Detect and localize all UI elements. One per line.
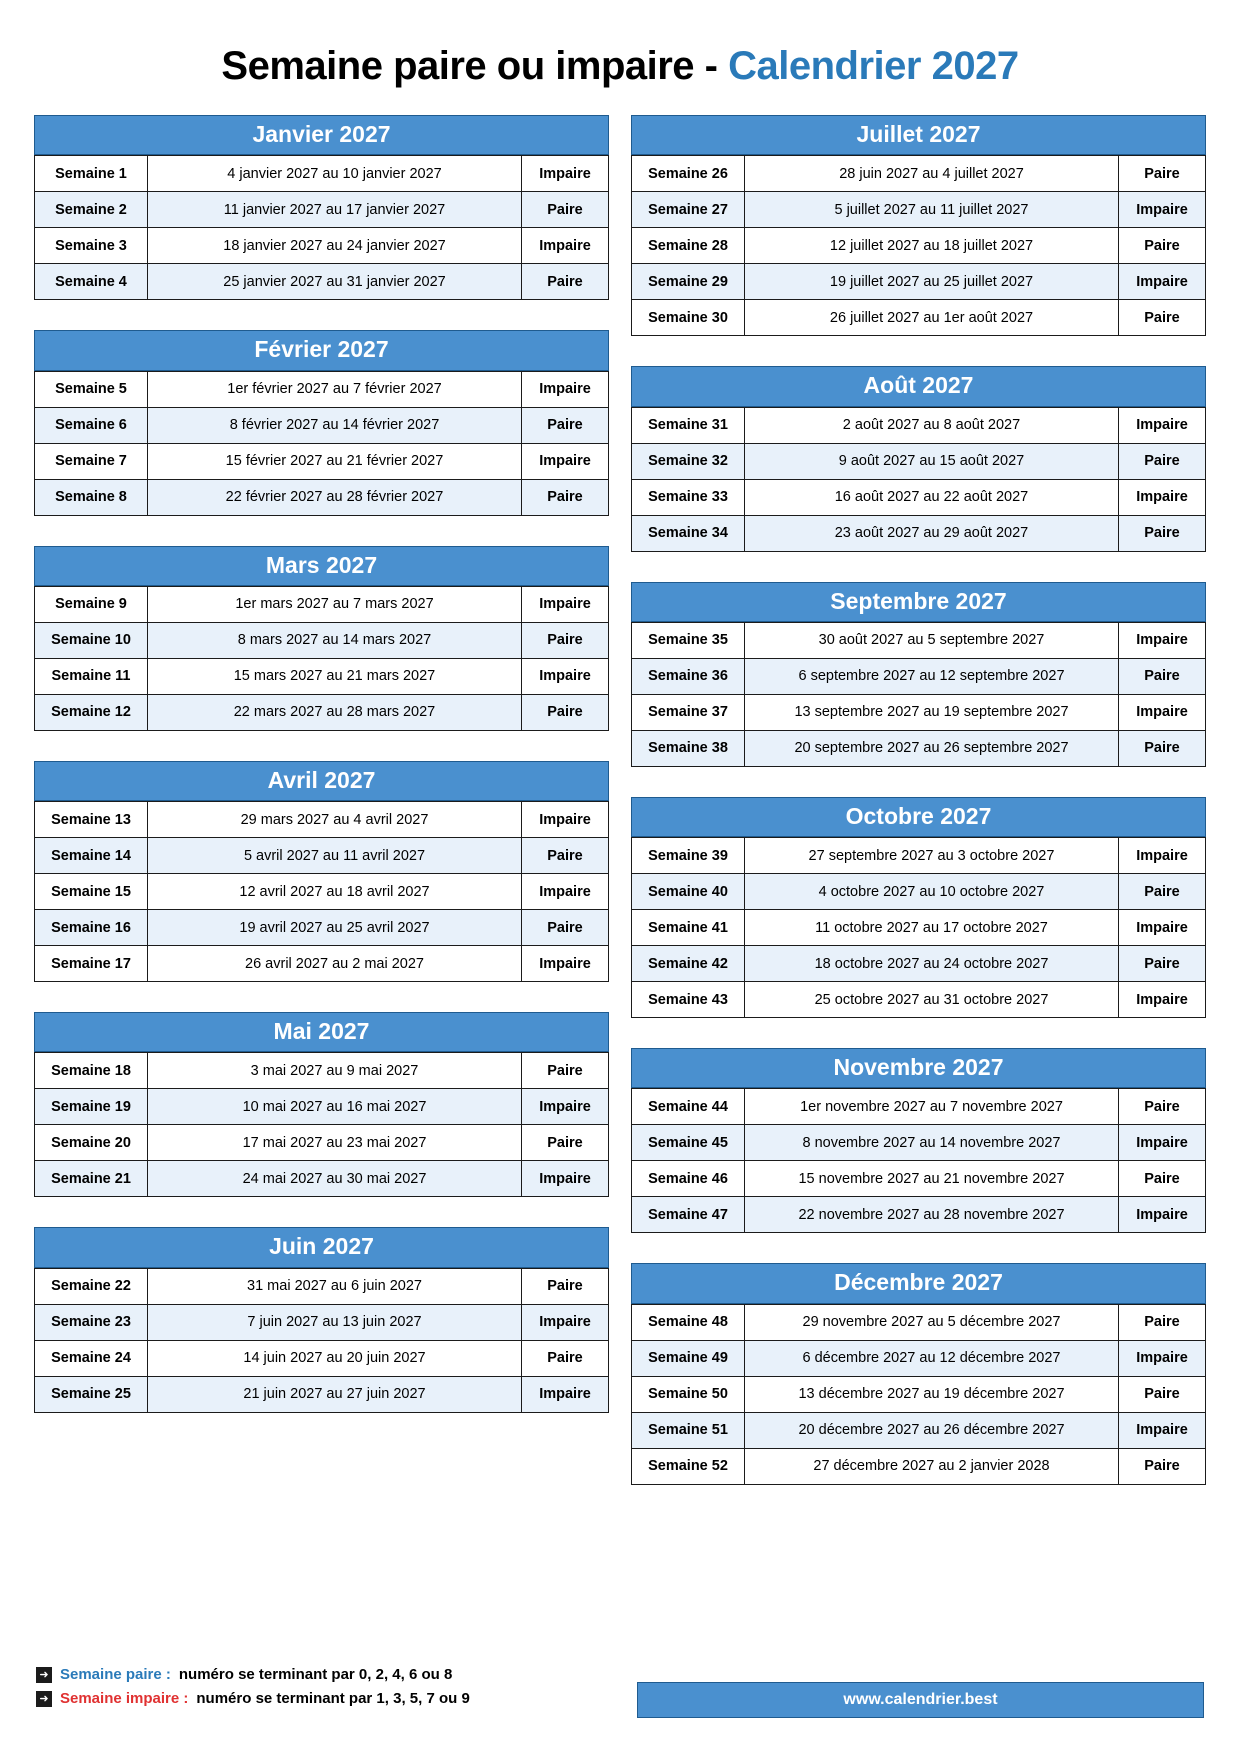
week-range-cell: 4 janvier 2027 au 10 janvier 2027 xyxy=(148,156,522,192)
legend-paire-text: numéro se terminant par 0, 2, 4, 6 ou 8 xyxy=(178,1666,453,1683)
table-row xyxy=(632,730,1206,766)
month-header: Décembre 2027 xyxy=(631,1263,1206,1303)
week-parity-cell: Impaire xyxy=(1119,192,1206,228)
table-row xyxy=(35,802,609,838)
page-title-accent: Calendrier 2027 xyxy=(728,44,1019,88)
month-header: Juillet 2027 xyxy=(631,115,1206,155)
week-parity-cell: Impaire xyxy=(1119,1125,1206,1161)
week-range-cell: 3 mai 2027 au 9 mai 2027 xyxy=(148,1053,522,1089)
week-parity-cell: Paire xyxy=(1119,658,1206,694)
table-row xyxy=(632,1161,1206,1197)
week-number-cell: Semaine 52 xyxy=(632,1448,745,1484)
week-range-cell: 14 juin 2027 au 20 juin 2027 xyxy=(148,1340,522,1376)
months-columns xyxy=(34,115,1206,1515)
week-parity-cell: Paire xyxy=(1119,730,1206,766)
month-header: Mars 2027 xyxy=(34,546,609,586)
table-row xyxy=(35,443,609,479)
week-parity-cell: Paire xyxy=(522,479,609,515)
week-range-cell: 18 octobre 2027 au 24 octobre 2027 xyxy=(745,946,1119,982)
week-range-cell: 16 août 2027 au 22 août 2027 xyxy=(745,479,1119,515)
table-row xyxy=(35,1268,609,1304)
table-row xyxy=(35,192,609,228)
week-number-cell: Semaine 1 xyxy=(35,156,148,192)
week-range-cell: 20 septembre 2027 au 26 septembre 2027 xyxy=(745,730,1119,766)
week-range-cell: 27 septembre 2027 au 3 octobre 2027 xyxy=(745,838,1119,874)
table-row xyxy=(632,264,1206,300)
month-header: Février 2027 xyxy=(34,330,609,370)
week-parity-cell: Paire xyxy=(522,694,609,730)
week-range-cell: 22 mars 2027 au 28 mars 2027 xyxy=(148,694,522,730)
week-number-cell: Semaine 44 xyxy=(632,1089,745,1125)
table-row xyxy=(632,874,1206,910)
week-range-cell: 1er mars 2027 au 7 mars 2027 xyxy=(148,586,522,622)
table-row xyxy=(35,1053,609,1089)
table-row xyxy=(35,1161,609,1197)
table-row xyxy=(35,910,609,946)
week-parity-cell: Paire xyxy=(1119,1448,1206,1484)
table-row xyxy=(35,1304,609,1340)
week-parity-cell: Impaire xyxy=(522,874,609,910)
month-block xyxy=(631,115,1206,336)
month-block xyxy=(631,582,1206,767)
month-header: Novembre 2027 xyxy=(631,1048,1206,1088)
table-row xyxy=(632,658,1206,694)
week-parity-cell: Paire xyxy=(1119,1376,1206,1412)
weeks-table xyxy=(34,1268,609,1413)
weeks-table xyxy=(631,155,1206,336)
week-range-cell: 25 janvier 2027 au 31 janvier 2027 xyxy=(148,264,522,300)
table-row xyxy=(632,622,1206,658)
arrow-right-icon: ➜ xyxy=(36,1691,52,1707)
week-range-cell: 31 mai 2027 au 6 juin 2027 xyxy=(148,1268,522,1304)
week-number-cell: Semaine 23 xyxy=(35,1304,148,1340)
week-parity-cell: Impaire xyxy=(1119,982,1206,1018)
month-block xyxy=(34,1012,609,1197)
week-number-cell: Semaine 22 xyxy=(35,1268,148,1304)
week-number-cell: Semaine 28 xyxy=(632,228,745,264)
week-number-cell: Semaine 9 xyxy=(35,586,148,622)
week-number-cell: Semaine 40 xyxy=(632,874,745,910)
table-row xyxy=(632,1125,1206,1161)
weeks-table xyxy=(631,837,1206,1018)
week-number-cell: Semaine 13 xyxy=(35,802,148,838)
legend xyxy=(36,1666,470,1714)
week-number-cell: Semaine 21 xyxy=(35,1161,148,1197)
month-block xyxy=(631,797,1206,1018)
week-range-cell: 11 octobre 2027 au 17 octobre 2027 xyxy=(745,910,1119,946)
month-block xyxy=(631,1048,1206,1233)
week-range-cell: 20 décembre 2027 au 26 décembre 2027 xyxy=(745,1412,1119,1448)
week-parity-cell: Paire xyxy=(1119,228,1206,264)
week-number-cell: Semaine 31 xyxy=(632,407,745,443)
week-parity-cell: Paire xyxy=(1119,156,1206,192)
weeks-table xyxy=(631,407,1206,552)
weeks-table xyxy=(631,1304,1206,1485)
table-row xyxy=(35,407,609,443)
week-number-cell: Semaine 49 xyxy=(632,1340,745,1376)
week-number-cell: Semaine 24 xyxy=(35,1340,148,1376)
week-number-cell: Semaine 12 xyxy=(35,694,148,730)
week-range-cell: 12 avril 2027 au 18 avril 2027 xyxy=(148,874,522,910)
week-number-cell: Semaine 51 xyxy=(632,1412,745,1448)
table-row xyxy=(632,1340,1206,1376)
week-range-cell: 2 août 2027 au 8 août 2027 xyxy=(745,407,1119,443)
week-parity-cell: Impaire xyxy=(522,586,609,622)
table-row xyxy=(35,479,609,515)
table-row xyxy=(632,479,1206,515)
page-title-main: Semaine paire ou impaire - xyxy=(221,44,729,88)
week-range-cell: 9 août 2027 au 15 août 2027 xyxy=(745,443,1119,479)
week-number-cell: Semaine 42 xyxy=(632,946,745,982)
week-range-cell: 10 mai 2027 au 16 mai 2027 xyxy=(148,1089,522,1125)
week-number-cell: Semaine 48 xyxy=(632,1304,745,1340)
week-number-cell: Semaine 36 xyxy=(632,658,745,694)
week-parity-cell: Paire xyxy=(522,264,609,300)
week-range-cell: 29 novembre 2027 au 5 décembre 2027 xyxy=(745,1304,1119,1340)
week-number-cell: Semaine 38 xyxy=(632,730,745,766)
week-parity-cell: Paire xyxy=(522,910,609,946)
week-range-cell: 1er novembre 2027 au 7 novembre 2027 xyxy=(745,1089,1119,1125)
table-row xyxy=(632,1376,1206,1412)
week-number-cell: Semaine 34 xyxy=(632,515,745,551)
table-row xyxy=(632,300,1206,336)
month-header: Septembre 2027 xyxy=(631,582,1206,622)
week-parity-cell: Impaire xyxy=(522,443,609,479)
week-range-cell: 21 juin 2027 au 27 juin 2027 xyxy=(148,1376,522,1412)
week-parity-cell: Impaire xyxy=(522,371,609,407)
week-parity-cell: Impaire xyxy=(1119,910,1206,946)
week-parity-cell: Paire xyxy=(1119,300,1206,336)
month-header: Janvier 2027 xyxy=(34,115,609,155)
week-number-cell: Semaine 39 xyxy=(632,838,745,874)
table-row xyxy=(632,1412,1206,1448)
weeks-table xyxy=(34,155,609,300)
table-row xyxy=(35,1376,609,1412)
week-range-cell: 24 mai 2027 au 30 mai 2027 xyxy=(148,1161,522,1197)
weeks-table xyxy=(631,1088,1206,1233)
weeks-table xyxy=(34,586,609,731)
week-range-cell: 6 décembre 2027 au 12 décembre 2027 xyxy=(745,1340,1119,1376)
week-range-cell: 23 août 2027 au 29 août 2027 xyxy=(745,515,1119,551)
week-parity-cell: Impaire xyxy=(522,802,609,838)
week-parity-cell: Paire xyxy=(522,192,609,228)
table-row xyxy=(632,1304,1206,1340)
week-parity-cell: Impaire xyxy=(1119,479,1206,515)
table-row xyxy=(632,910,1206,946)
week-parity-cell: Paire xyxy=(522,407,609,443)
week-number-cell: Semaine 5 xyxy=(35,371,148,407)
week-number-cell: Semaine 50 xyxy=(632,1376,745,1412)
week-number-cell: Semaine 29 xyxy=(632,264,745,300)
week-parity-cell: Impaire xyxy=(522,1089,609,1125)
table-row xyxy=(35,371,609,407)
week-parity-cell: Impaire xyxy=(1119,622,1206,658)
week-range-cell: 1er février 2027 au 7 février 2027 xyxy=(148,371,522,407)
table-row xyxy=(35,1125,609,1161)
week-number-cell: Semaine 30 xyxy=(632,300,745,336)
week-parity-cell: Paire xyxy=(1119,1161,1206,1197)
week-range-cell: 22 novembre 2027 au 28 novembre 2027 xyxy=(745,1197,1119,1233)
week-range-cell: 28 juin 2027 au 4 juillet 2027 xyxy=(745,156,1119,192)
week-number-cell: Semaine 46 xyxy=(632,1161,745,1197)
week-parity-cell: Impaire xyxy=(522,156,609,192)
week-number-cell: Semaine 47 xyxy=(632,1197,745,1233)
week-parity-cell: Paire xyxy=(1119,443,1206,479)
month-header: Août 2027 xyxy=(631,366,1206,406)
table-row xyxy=(35,838,609,874)
table-row xyxy=(632,1448,1206,1484)
month-block xyxy=(34,1227,609,1412)
week-range-cell: 29 mars 2027 au 4 avril 2027 xyxy=(148,802,522,838)
month-block xyxy=(34,330,609,515)
week-number-cell: Semaine 2 xyxy=(35,192,148,228)
week-number-cell: Semaine 4 xyxy=(35,264,148,300)
week-parity-cell: Paire xyxy=(522,1125,609,1161)
month-block xyxy=(631,1263,1206,1484)
week-range-cell: 11 janvier 2027 au 17 janvier 2027 xyxy=(148,192,522,228)
week-parity-cell: Paire xyxy=(522,622,609,658)
week-number-cell: Semaine 6 xyxy=(35,407,148,443)
table-row xyxy=(35,658,609,694)
week-parity-cell: Paire xyxy=(1119,874,1206,910)
month-block xyxy=(34,761,609,982)
table-row xyxy=(35,228,609,264)
table-row xyxy=(632,407,1206,443)
legend-row-impaire xyxy=(36,1690,470,1707)
week-range-cell: 7 juin 2027 au 13 juin 2027 xyxy=(148,1304,522,1340)
week-range-cell: 13 décembre 2027 au 19 décembre 2027 xyxy=(745,1376,1119,1412)
left-column xyxy=(34,115,609,1443)
table-row xyxy=(35,874,609,910)
table-row xyxy=(632,515,1206,551)
table-row xyxy=(35,1340,609,1376)
table-row xyxy=(35,1089,609,1125)
table-row xyxy=(632,982,1206,1018)
week-number-cell: Semaine 14 xyxy=(35,838,148,874)
week-range-cell: 15 novembre 2027 au 21 novembre 2027 xyxy=(745,1161,1119,1197)
weeks-table xyxy=(34,801,609,982)
week-parity-cell: Paire xyxy=(522,838,609,874)
week-number-cell: Semaine 7 xyxy=(35,443,148,479)
week-parity-cell: Impaire xyxy=(1119,264,1206,300)
week-parity-cell: Paire xyxy=(1119,515,1206,551)
table-row xyxy=(632,228,1206,264)
legend-impaire-label: Semaine impaire : xyxy=(60,1690,189,1707)
table-row xyxy=(632,1197,1206,1233)
arrow-right-icon: ➜ xyxy=(36,1667,52,1683)
week-parity-cell: Impaire xyxy=(522,1376,609,1412)
week-parity-cell: Impaire xyxy=(1119,1412,1206,1448)
week-parity-cell: Impaire xyxy=(522,228,609,264)
week-parity-cell: Paire xyxy=(522,1053,609,1089)
weeks-table xyxy=(34,1052,609,1197)
week-range-cell: 27 décembre 2027 au 2 janvier 2028 xyxy=(745,1448,1119,1484)
week-number-cell: Semaine 16 xyxy=(35,910,148,946)
week-range-cell: 19 juillet 2027 au 25 juillet 2027 xyxy=(745,264,1119,300)
week-range-cell: 8 février 2027 au 14 février 2027 xyxy=(148,407,522,443)
week-number-cell: Semaine 15 xyxy=(35,874,148,910)
week-parity-cell: Paire xyxy=(522,1268,609,1304)
week-parity-cell: Paire xyxy=(1119,1089,1206,1125)
week-parity-cell: Paire xyxy=(1119,946,1206,982)
table-row xyxy=(35,946,609,982)
week-parity-cell: Impaire xyxy=(1119,1340,1206,1376)
week-parity-cell: Impaire xyxy=(1119,838,1206,874)
week-number-cell: Semaine 32 xyxy=(632,443,745,479)
week-parity-cell: Impaire xyxy=(1119,694,1206,730)
week-number-cell: Semaine 8 xyxy=(35,479,148,515)
week-parity-cell: Impaire xyxy=(1119,407,1206,443)
week-range-cell: 6 septembre 2027 au 12 septembre 2027 xyxy=(745,658,1119,694)
table-row xyxy=(35,156,609,192)
week-number-cell: Semaine 3 xyxy=(35,228,148,264)
month-header: Mai 2027 xyxy=(34,1012,609,1052)
month-block xyxy=(34,115,609,300)
month-header: Avril 2027 xyxy=(34,761,609,801)
week-range-cell: 26 avril 2027 au 2 mai 2027 xyxy=(148,946,522,982)
week-range-cell: 4 octobre 2027 au 10 octobre 2027 xyxy=(745,874,1119,910)
month-block xyxy=(34,546,609,731)
week-range-cell: 19 avril 2027 au 25 avril 2027 xyxy=(148,910,522,946)
week-number-cell: Semaine 10 xyxy=(35,622,148,658)
week-number-cell: Semaine 19 xyxy=(35,1089,148,1125)
right-column xyxy=(631,115,1206,1515)
month-block xyxy=(631,366,1206,551)
week-parity-cell: Impaire xyxy=(522,946,609,982)
table-row xyxy=(35,586,609,622)
weeks-table xyxy=(34,371,609,516)
table-row xyxy=(632,443,1206,479)
week-range-cell: 30 août 2027 au 5 septembre 2027 xyxy=(745,622,1119,658)
table-row xyxy=(632,694,1206,730)
week-number-cell: Semaine 27 xyxy=(632,192,745,228)
week-range-cell: 15 mars 2027 au 21 mars 2027 xyxy=(148,658,522,694)
week-range-cell: 18 janvier 2027 au 24 janvier 2027 xyxy=(148,228,522,264)
week-range-cell: 13 septembre 2027 au 19 septembre 2027 xyxy=(745,694,1119,730)
week-range-cell: 8 mars 2027 au 14 mars 2027 xyxy=(148,622,522,658)
table-row xyxy=(632,192,1206,228)
week-range-cell: 5 avril 2027 au 11 avril 2027 xyxy=(148,838,522,874)
month-header: Octobre 2027 xyxy=(631,797,1206,837)
week-number-cell: Semaine 41 xyxy=(632,910,745,946)
table-row xyxy=(632,946,1206,982)
week-parity-cell: Impaire xyxy=(522,658,609,694)
week-range-cell: 26 juillet 2027 au 1er août 2027 xyxy=(745,300,1119,336)
table-row xyxy=(632,1089,1206,1125)
week-range-cell: 5 juillet 2027 au 11 juillet 2027 xyxy=(745,192,1119,228)
week-range-cell: 17 mai 2027 au 23 mai 2027 xyxy=(148,1125,522,1161)
week-parity-cell: Impaire xyxy=(522,1161,609,1197)
legend-paire-label: Semaine paire : xyxy=(60,1666,171,1683)
week-number-cell: Semaine 45 xyxy=(632,1125,745,1161)
page-title xyxy=(34,44,1206,89)
week-number-cell: Semaine 43 xyxy=(632,982,745,1018)
week-parity-cell: Impaire xyxy=(1119,1197,1206,1233)
weeks-table xyxy=(631,622,1206,767)
legend-impaire-text: numéro se terminant par 1, 3, 5, 7 ou 9 xyxy=(196,1690,470,1707)
table-row xyxy=(35,622,609,658)
week-number-cell: Semaine 20 xyxy=(35,1125,148,1161)
week-number-cell: Semaine 26 xyxy=(632,156,745,192)
week-parity-cell: Paire xyxy=(522,1340,609,1376)
table-row xyxy=(632,156,1206,192)
week-number-cell: Semaine 11 xyxy=(35,658,148,694)
table-row xyxy=(35,264,609,300)
table-row xyxy=(35,694,609,730)
week-number-cell: Semaine 25 xyxy=(35,1376,148,1412)
week-range-cell: 8 novembre 2027 au 14 novembre 2027 xyxy=(745,1125,1119,1161)
week-number-cell: Semaine 33 xyxy=(632,479,745,515)
week-parity-cell: Impaire xyxy=(522,1304,609,1340)
week-number-cell: Semaine 35 xyxy=(632,622,745,658)
table-row xyxy=(632,838,1206,874)
month-header: Juin 2027 xyxy=(34,1227,609,1267)
week-number-cell: Semaine 17 xyxy=(35,946,148,982)
week-parity-cell: Paire xyxy=(1119,1304,1206,1340)
week-range-cell: 12 juillet 2027 au 18 juillet 2027 xyxy=(745,228,1119,264)
week-number-cell: Semaine 37 xyxy=(632,694,745,730)
website-badge[interactable]: www.calendrier.best xyxy=(637,1682,1204,1718)
week-range-cell: 22 février 2027 au 28 février 2027 xyxy=(148,479,522,515)
week-range-cell: 25 octobre 2027 au 31 octobre 2027 xyxy=(745,982,1119,1018)
week-range-cell: 15 février 2027 au 21 février 2027 xyxy=(148,443,522,479)
week-number-cell: Semaine 18 xyxy=(35,1053,148,1089)
legend-row-paire xyxy=(36,1666,470,1683)
